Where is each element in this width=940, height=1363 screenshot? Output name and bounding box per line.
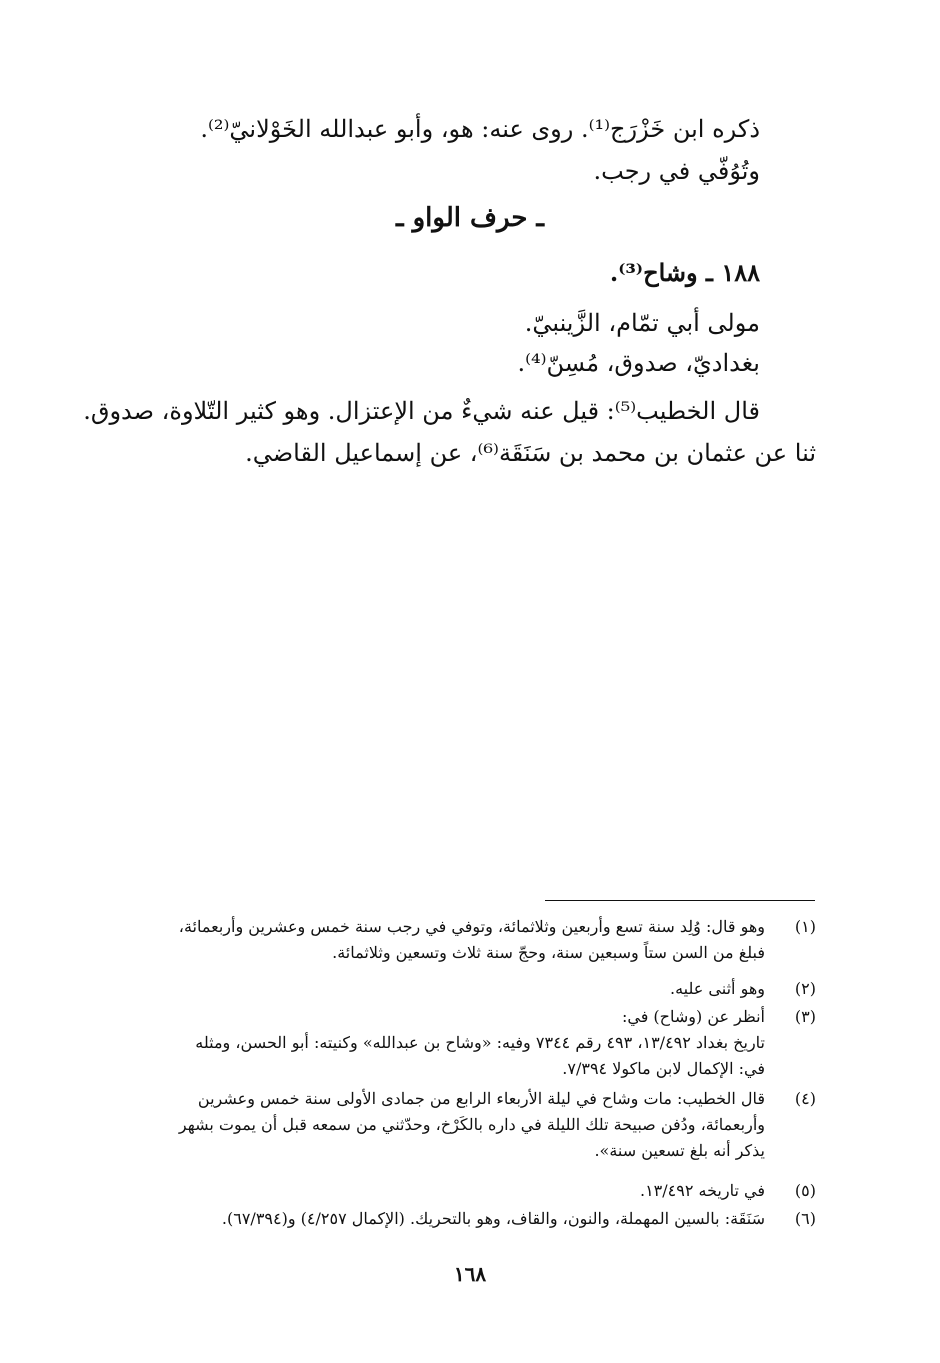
section-heading: ـ حرف الواو ـ — [395, 203, 545, 233]
footnote-number: (٦) — [794, 1209, 816, 1228]
entry-title: ١٨٨ ـ وشاح⁽³⁾. — [609, 258, 760, 287]
footnote-line: أنظر عن (وشاح) في: — [621, 1007, 765, 1026]
footnote-line: وهو أثنى عليه. — [670, 979, 765, 998]
footnote-number: (٤) — [794, 1089, 816, 1108]
footnote-line: وهو قال: وُلِد سنة تسع وأربعين وثلاثمائة، وتوفي في رجب سنة خمس وعشرين وأربعمائة، — [178, 917, 765, 936]
main-text-line-2: وتُوُفّي في رجب. — [593, 157, 760, 185]
footnote-line: في تاريخه ١٣/٤٩٢. — [639, 1181, 765, 1200]
main-text-line-1: ذكره ابن خَزْرَج⁽¹⁾. روى عنه: هو، وأبو عبدالله الخَوْلانيّ⁽²⁾. — [200, 115, 760, 143]
footnote-number: (٥) — [794, 1181, 816, 1200]
footnote-number: (١) — [794, 917, 816, 936]
footnote-number: (٣) — [794, 1007, 816, 1026]
footnote-line: يذكر أنه بلغ تسعين سنة». — [594, 1141, 765, 1160]
entry-line-2: بغداديّ، صدوق، مُسِنّ⁽⁴⁾. — [517, 349, 760, 377]
entry-line-1: مولى أبي تمّام، الزَّينبيّ. — [524, 309, 760, 337]
footnote-line: سَنَقَة: بالسين المهملة، والنون، والقاف، وهو بالتحريك. (الإكمال ٤/٢٥٧) و(٦٧/٣٩٤). — [221, 1209, 765, 1228]
footnote-line: في: الإكمال لابن ماكولا ٧/٣٩٤. — [562, 1059, 765, 1078]
footnote-line: تاريخ بغداد ١٣/٤٩٢، ٤٩٣ رقم ٧٣٤٤ وفيه: «وشاح بن عبدالله» وكنيته: أبو الحسن، ومثله — [195, 1033, 765, 1052]
paragraph-line-2: ثنا عن عثمان بن محمد بن سَنَقَة⁽⁶⁾، عن إسماعيل القاضي. — [245, 439, 816, 467]
footnote-line: قال الخطيب: مات وشاح في ليلة الأربعاء الرابع من جمادى الأولى سنة خمس وعشرين — [197, 1089, 765, 1108]
footnote-line: وأربعمائة، ودُفن صبيحة تلك الليلة في داره بالكَرْخ، وحدّثني من سمعه قبل أن يموت بشهر — [178, 1115, 765, 1134]
footnote-separator — [545, 900, 815, 901]
page-number: ١٦٨ — [453, 1262, 487, 1286]
paragraph-line-1: قال الخطيب⁽⁵⁾: قيل عنه شيءٌ من الإعتزال. وهو كثير التّلاوة، صدوق. — [83, 397, 760, 425]
footnote-number: (٢) — [794, 979, 816, 998]
footnote-line: فبلغ من السن ستاً وسبعين سنة، وحجّ سنة ثلاث وتسعين وثلاثمائة. — [332, 943, 765, 962]
